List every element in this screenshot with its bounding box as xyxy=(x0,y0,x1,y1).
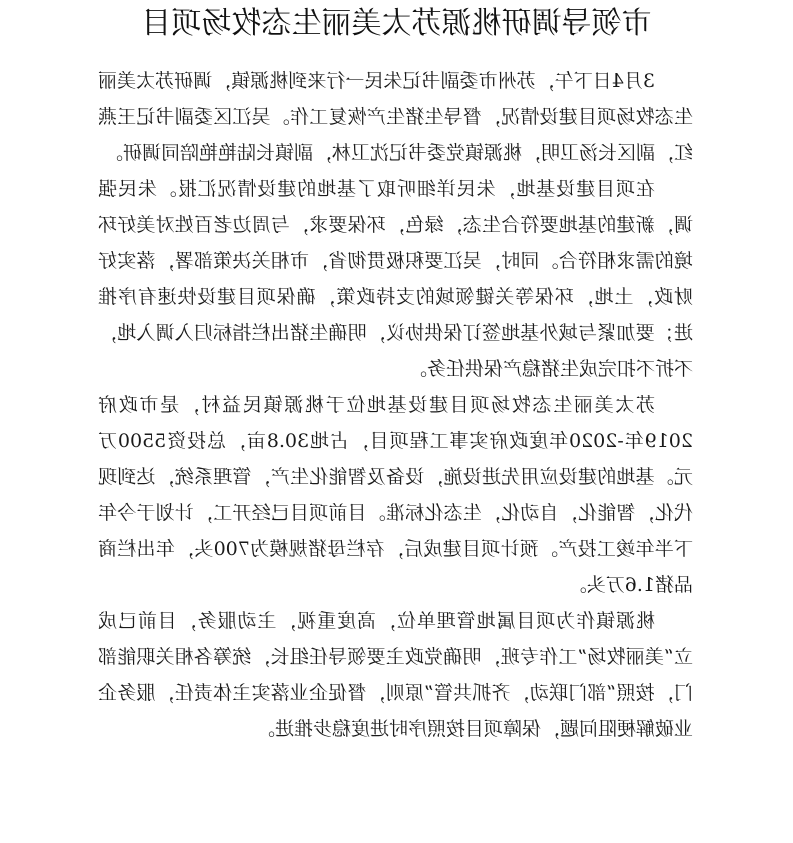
paragraph: 桃源镇作为项目属地管理单位，高度重视，主动服务，目前已成立“美丽牧场”工作专班，明确党政主要领导任组长，统筹各相关职能部门，按照“部门联动，齐抓共管”原则，督促企业落实主体责任，服务企业破解梗阻问题，保障项目按照序时进度稳步推进。 xyxy=(98,610,693,740)
document-title: 市领导调研桃源苏太美丽生态牧场项目 xyxy=(141,6,652,41)
paragraph: 在项目建设基地，朱民详细听取了基地的建设情况汇报。朱民强调，新建的基地要符合生态，绿色，环保要求，与周边老百姓对美好环境的需求相符合。同时，吴江要积极贯彻省，市相关决策部署，落实好财政，土地，环保等关键领域的支持政策，确保项目建设快速有序推进；要加紧与域外基地签订保供协议，明确生猪出栏指标归入调入地，不折不扣完成生猪稳产保供任务。 xyxy=(98,178,693,380)
paragraph: 3月4日下午，苏州市委副书记朱民一行来到桃源镇，调研苏太美丽生态牧场项目建设情况，督导生猪生产恢复工作。吴江区委副书记王燕红，副区长汤卫明，桃源镇党委书记沈卫林，副镇长陆艳艳陪同调研。 xyxy=(98,70,693,164)
paragraph: 苏太美丽生态牧场项目建设基地位于桃源镇民益村，是市政府2019年-2020年度政府实事工程项目，占地30.8亩，总投资5500万元。基地的建设应用先进设施，设备及智能化生产，管理系统，达到现代化，智能化，自动化，生态化标准。目前项目已经开工，计划于今年下半年竣工投产。预计项目建成后，存栏母猪规模为700头，年出栏商品猪1.6万头。 xyxy=(98,394,693,596)
article-body xyxy=(98,63,693,747)
